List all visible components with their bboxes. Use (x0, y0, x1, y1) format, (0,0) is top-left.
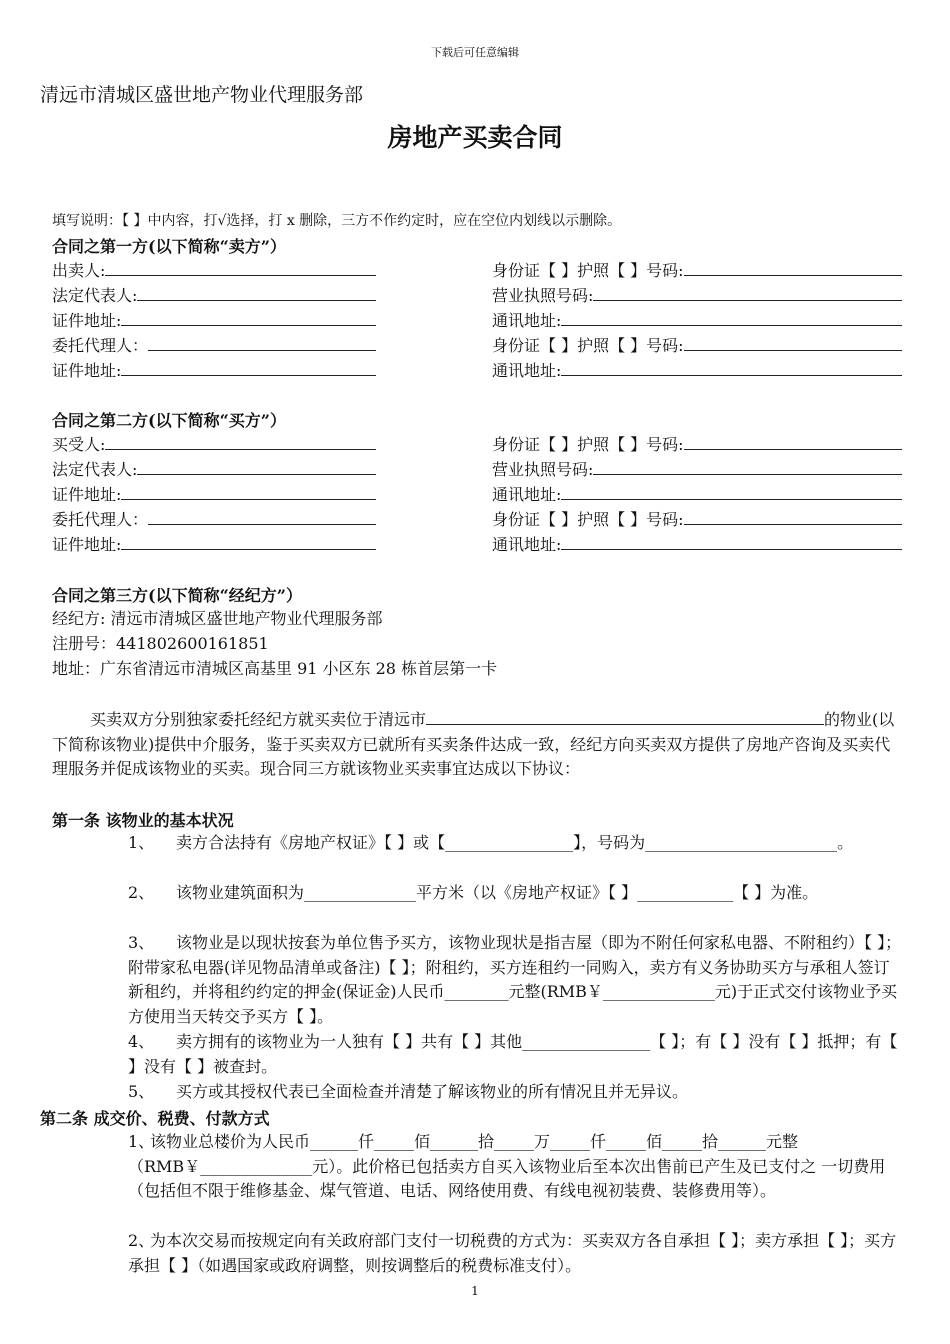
blank-line[interactable] (561, 533, 902, 550)
field-label: 证件地址: (52, 535, 122, 554)
party2-left-field (52, 458, 376, 480)
party1-left-field (52, 284, 376, 306)
field-label: 法定代表人: (52, 460, 138, 479)
clause-text: 买方或其授权代表已全面检查并清楚了解该物业的所有情况且并无异议。 (176, 1082, 689, 1101)
party2-left-field (52, 533, 376, 555)
blank-line[interactable] (121, 309, 376, 326)
party3-heading: 合同之第三方(以下简称“经纪方”） (52, 586, 302, 605)
field-label: 证件地址: (52, 311, 122, 330)
agent-name: 经纪方: 清远市清城区盛世地产物业代理服务部 (52, 609, 383, 628)
field-label: 出卖人: (52, 261, 106, 280)
party1-left-field (52, 259, 376, 281)
party2-right-field (492, 533, 902, 555)
blank-line[interactable] (684, 508, 902, 525)
field-label: 身份证【 】护照【 】号码: (492, 510, 684, 529)
party2-heading: 合同之第二方(以下简称“买方”） (52, 411, 286, 430)
field-label: 证件地址: (52, 485, 122, 504)
article2-heading: 第二条 成交价、税费、付款方式 (40, 1109, 270, 1128)
field-label: 身份证【 】护照【 】号码: (492, 261, 684, 280)
blank-line[interactable] (684, 433, 902, 450)
field-label: 委托代理人： (52, 510, 149, 529)
party1-right-field (492, 359, 902, 381)
document-title: 房地产买卖合同 (387, 123, 563, 152)
field-label: 买受人: (52, 435, 106, 454)
clause-item (128, 1130, 902, 1204)
clause-item (128, 1030, 902, 1079)
fill-instructions: 填写说明：【 】中内容，打√选择，打 x 删除，三方不作约定时，应在空位内划线以示删除。 (52, 213, 622, 229)
intro-paragraph (52, 708, 898, 782)
party2-left-field (52, 483, 376, 505)
blank-line[interactable] (148, 334, 376, 351)
party1-left-field (52, 359, 376, 381)
clause-text: 该物业建筑面积为______________平方米（以《房地产权证》【 】____________【 】为准。 (176, 883, 819, 902)
field-label: 证件地址: (52, 361, 122, 380)
field-label: 法定代表人: (52, 286, 138, 305)
blank-line[interactable] (684, 334, 902, 351)
clause-item (128, 931, 902, 1029)
blank-line[interactable] (593, 458, 902, 475)
intro-rest: 的物业(以下简称该物业)提供中介服务，鉴于买卖双方已就所有买卖条件达成一致，经纪方向买卖双方提供了房地产咨询及买卖代理服务并促成该物业的买卖。现合同三方就该物业买卖事宜达成以下协议： (52, 710, 895, 778)
clause-item (128, 1229, 902, 1278)
field-label: 身份证【 】护照【 】号码: (492, 336, 684, 355)
field-label: 通讯地址: (492, 361, 562, 380)
intro-first-line: 买卖双方分别独家委托经纪方就买卖位于清远市 (90, 710, 427, 729)
blank-line[interactable] (137, 284, 376, 301)
clause-number: 3、 (128, 933, 155, 952)
clause-item (128, 881, 902, 906)
field-label: 营业执照号码: (492, 460, 594, 479)
blank-line[interactable] (684, 259, 902, 276)
blank-line[interactable] (121, 483, 376, 500)
blank-line[interactable] (121, 359, 376, 376)
party2-right-field (492, 508, 902, 530)
party2-right-field (492, 483, 902, 505)
clause-number: 2、 (128, 1231, 155, 1250)
field-label: 身份证【 】护照【 】号码: (492, 435, 684, 454)
page-number: 1 (471, 1284, 479, 1298)
party2-right-field (492, 433, 902, 455)
blank-line[interactable] (561, 483, 902, 500)
party2-left-field (52, 433, 376, 455)
blank-line[interactable] (561, 359, 902, 376)
clause-number: 1、 (128, 833, 155, 852)
blank-line[interactable] (137, 458, 376, 475)
blank-line[interactable] (121, 533, 376, 550)
clause-number: 2、 (128, 883, 155, 902)
agent-address: 地址：广东省清远市清城区高基里 91 小区东 28 栋首层第一卡 (52, 659, 498, 678)
article1-heading: 第一条 该物业的基本状况 (52, 811, 234, 830)
location-blank[interactable] (426, 708, 824, 725)
party1-heading: 合同之第一方(以下简称“卖方”） (52, 237, 286, 256)
blank-line[interactable] (593, 284, 902, 301)
clause-item (128, 1080, 902, 1105)
registration-number: 注册号：441802600161851 (52, 634, 269, 653)
download-note: 下载后可任意编辑 (431, 46, 519, 59)
party1-left-field (52, 334, 376, 356)
clause-number: 4、 (128, 1032, 155, 1051)
field-label: 通讯地址: (492, 485, 562, 504)
party1-right-field (492, 259, 902, 281)
party2-right-field (492, 458, 902, 480)
field-label: 营业执照号码: (492, 286, 594, 305)
blank-line[interactable] (105, 433, 376, 450)
field-label: 委托代理人： (52, 336, 149, 355)
party1-right-field (492, 309, 902, 331)
clause-number: 1、 (128, 1132, 155, 1151)
party1-right-field (492, 284, 902, 306)
blank-line[interactable] (561, 309, 902, 326)
clause-text: 该物业总楼价为人民币______仟_____佰______拾_____万_____仟_____佰_____拾______元整（RMB￥______________元）。此价格已包括卖方自买入该物业后至本次出售前已产生及已支付之 一切费用（包括但不限于维修基金、煤气管道、电话、网络使用费、有线电视初装费、装修费用等）。 (128, 1132, 886, 1200)
party1-right-field (492, 334, 902, 356)
field-label: 通讯地址: (492, 535, 562, 554)
party2-left-field (52, 508, 376, 530)
clause-text: 卖方合法持有《房地产权证》【 】或【________________】，号码为________________________。 (176, 833, 854, 852)
clause-item (128, 831, 902, 856)
clause-text: 卖方拥有的该物业为一人独有【 】共有【 】其他________________【 】；有【 】没有【 】抵押；有【 】没有【 】被查封。 (128, 1032, 898, 1076)
party1-left-field (52, 309, 376, 331)
field-label: 通讯地址: (492, 311, 562, 330)
clause-text: 该物业是以现状按套为单位售予买方，该物业现状是指吉屋（即为不附任何家私电器、不附租约）【 】；附带家私电器(详见物品清单或备注)【 】；附租约，买方连租约一同购入，卖方有义务协助买方与承租人签订新租约，并将租约约定的押金(保证金)人民币________元整(RMB￥______________元)于正式交付该物业予买方使用当天转交予买方【 】。 (128, 933, 902, 1026)
blank-line[interactable] (148, 508, 376, 525)
clause-text: 为本次交易而按规定向有关政府部门支付一切税费的方式为：买卖双方各自承担【 】；卖方承担【 】；买方承担【 】（如遇国家或政府调整，则按调整后的税费标准支付）。 (128, 1231, 897, 1275)
blank-line[interactable] (105, 259, 376, 276)
clause-number: 5、 (128, 1082, 155, 1101)
company-name: 清远市清城区盛世地产物业代理服务部 (40, 84, 364, 106)
